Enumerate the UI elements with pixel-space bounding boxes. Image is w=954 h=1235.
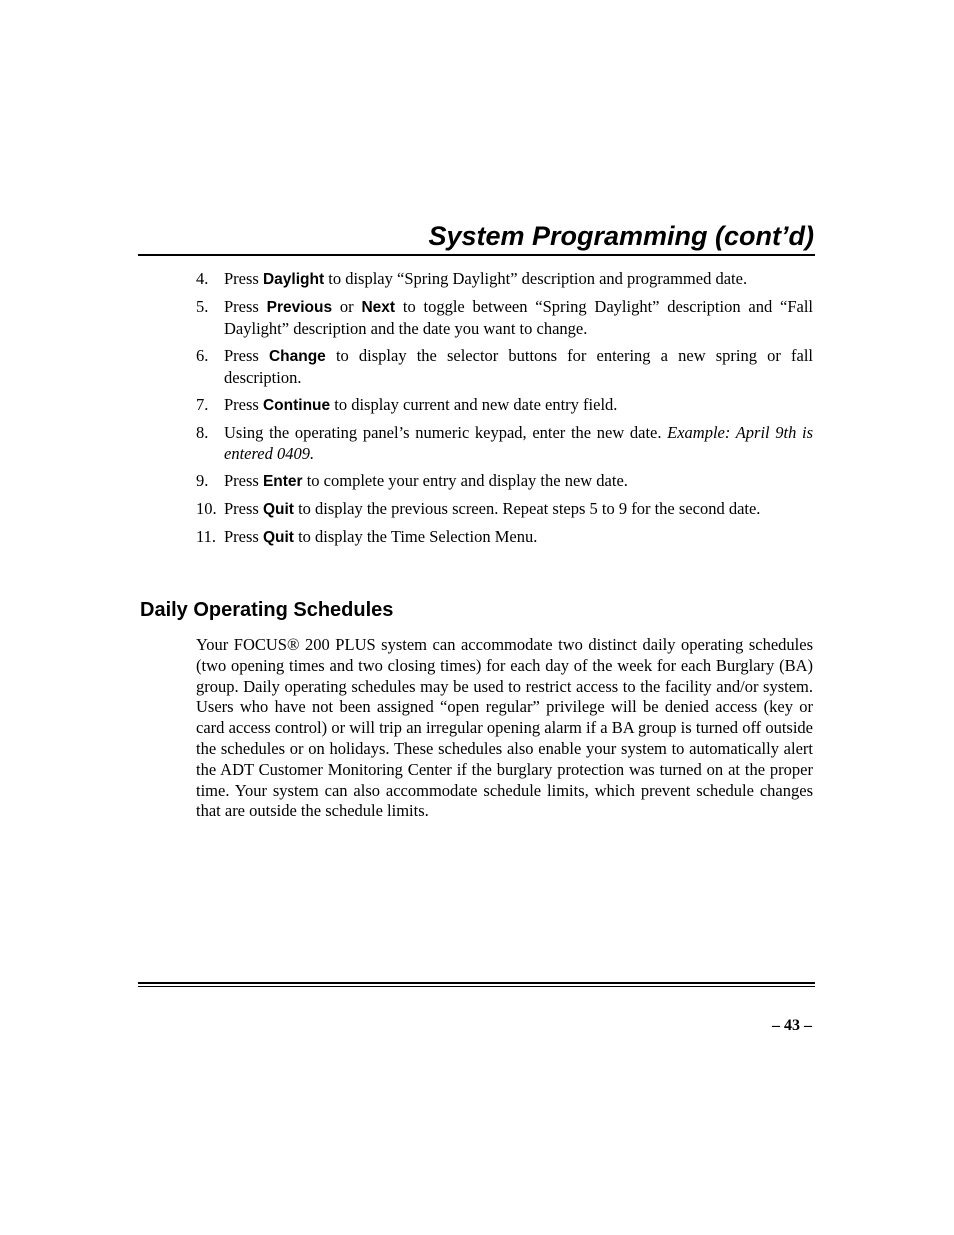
step-number: 9. [196,471,209,490]
step-number: 5. [196,297,209,316]
step-text: to toggle between “Spring Daylight” description and “Fall Daylight” description and the date you want to change. [224,297,814,338]
key-continue: Continue [262,397,331,414]
key-previous: Previous [266,299,333,316]
footer-divider-thin [138,986,815,987]
step-text: Press [224,346,269,365]
step-text: to display “Spring Daylight” description and programmed date. [324,269,748,288]
page-title: System Programming (cont’d) [428,221,814,251]
key-enter: Enter [262,473,303,490]
step-text: to display the previous screen. Repeat steps 5 to 9 for the second date. [293,499,761,518]
step-number: 6. [196,346,209,365]
page-number: – 43 – [772,1017,812,1034]
step-number: 8. [196,423,209,442]
step-number: 10. [196,499,217,518]
step-text: Press [224,297,267,316]
step-item-9 [196,470,813,492]
step-text: Press [224,499,263,518]
footer-divider [138,982,815,984]
step-item-4 [196,268,813,290]
step-number: 7. [196,395,209,414]
step-text: to display the selector buttons for entering a new spring or fall description. [224,346,813,387]
section-heading: Daily Operating Schedules [140,599,394,621]
step-text: Press [224,269,263,288]
title-divider [138,254,815,256]
key-daylight: Daylight [262,271,325,288]
section-body-paragraph: Your FOCUS® 200 PLUS system can accommodate two distinct daily operating schedules (two opening times and two closing times) for each day of the week for each Burglary (BA) group. Daily operating schedules may be used to restrict access to the facility and/or system. Users who have not been assigned “open regular” privilege will be denied access (key or card access control) or will trip an irregular opening alarm if a BA group is turned off outside the schedules or on holidays. These schedules also enable your system to automatically alert the ADT Customer Monitoring Center if the burglary protection was turned on at the proper time. Your system can also accommodate schedule limits, which prevent schedule changes that are outside the schedule limits. [196,635,813,821]
step-text: to display the Time Selection Menu. [293,527,538,546]
key-change: Change [268,348,326,365]
step-number: 4. [196,269,209,288]
step-item-10 [196,498,813,520]
step-item-8 [196,422,813,464]
step-example: Example: April 9th is entered 0409. [224,423,814,463]
step-text: Using the operating panel’s numeric keypad, enter the new date. [224,423,668,442]
step-text: Press [224,395,263,414]
step-number: 11. [196,527,217,546]
key-next: Next [361,299,396,316]
step-text: to complete your entry and display the new date. [302,471,628,490]
key-quit: Quit [262,501,294,518]
step-item-6 [196,345,813,388]
step-text: Press [224,471,263,490]
step-text: Press [224,527,263,546]
key-quit: Quit [262,529,294,546]
step-text: or [332,297,362,316]
step-item-7 [196,394,813,416]
step-text: to display current and new date entry field. [330,395,618,414]
step-list [196,268,813,554]
step-item-11 [196,526,813,548]
step-item-5 [196,296,813,339]
